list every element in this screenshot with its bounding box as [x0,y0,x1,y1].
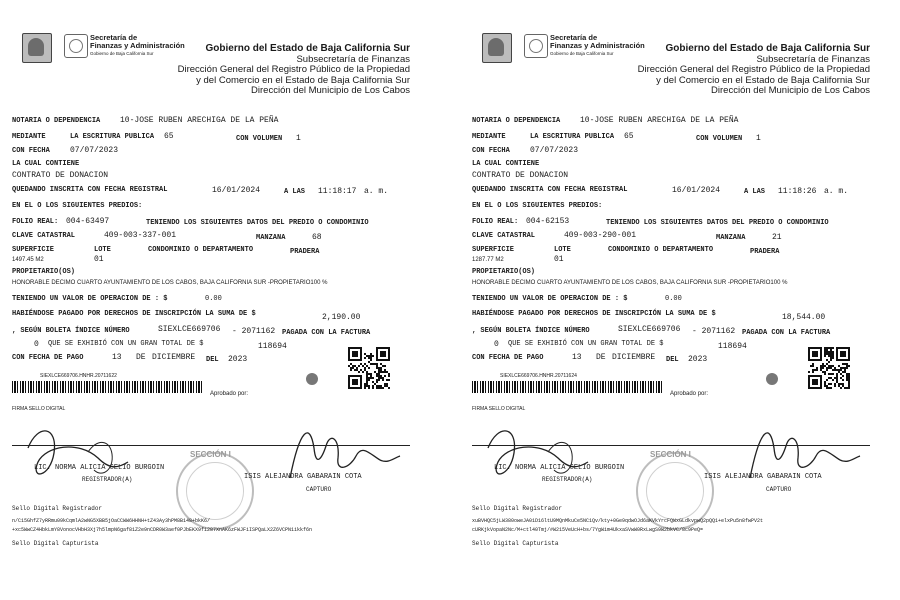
factura-total: 118694 [718,342,747,351]
notaria-label: NOTARIA O DEPENDENCIA [12,117,101,125]
secretaria-line2: Finanzas y Administración [550,41,645,50]
gov-title: Gobierno del Estado de Baja California Sur [665,43,870,54]
hash-line-2: +xc5WwCZ4HbkLmY8VonocVHbH3Xj7h5lmpN6gaf81Z2e9nCDR0W3aef0PJbEKX9f1287XnAK6zFWJFiISPQaLX2Z6VCPN1ikkf6n [12,527,313,533]
fecha-pago-de: DE [596,353,606,362]
gov-line1: Subsecretaría de Finanzas [296,53,410,65]
cero-value: 0 [34,340,39,349]
secretaria-line1: Secretaría de [550,33,598,42]
sello-registrador-label: Sello Digital Registrador [12,505,103,512]
aprobado-label: Aprobado por: [210,391,249,397]
state-crest-logo [22,33,52,63]
barcode-caption: SIEXLCE669706.HNHR.20711622 [40,373,117,379]
mediante-label: MEDIANTE [12,133,46,141]
gov-line3: y del Comercio en el Estado de Baja California Sur [656,74,870,86]
hash-line-2: cURKjkVopaN2Nc/M+ctl40Tmj/#W215VeUcH+bs/7YgWim4UkxaSVwW0RxLwgS9W2bkVC/8c9PeQ= [472,527,704,533]
notaria-value: 10-JOSE RUBEN ARECHIGA DE LA PEÑA [580,116,739,125]
fecha-pago-label: CON FECHA DE PAGO [12,354,84,362]
secretaria-line1: Secretaría de [90,33,138,42]
government-seal-icon [524,34,548,58]
inscrita-fecha: 16/01/2024 [672,186,721,195]
gov-line2: Dirección General del Registro Público de la Propiedad [177,64,410,75]
hora-value: 11:18:17 [318,187,357,196]
gov-line4: Dirección del Municipio de Los Cabos [711,85,870,96]
condominio-label: CONDOMINIO O DEPARTAMENTO [608,246,714,254]
qr-code [348,347,392,391]
firma-label: FIRMA SELLO DIGITAL [12,406,66,412]
condominio-label: CONDOMINIO O DEPARTAMENTO [148,246,254,254]
gov-line4: Dirección del Municipio de Los Cabos [251,85,410,96]
folio-value: 004-63497 [66,217,110,226]
propietarios-label: PROPIETARIO(OS) [12,268,76,276]
hora-value: 11:18:26 [778,187,817,196]
propietario-value: HONORABLE DECIMO CUARTO AYUNTAMIENTO DE LOS CABOS, BAJA CALIFORNIA SUR -PROPIETARIO100 % [472,280,788,286]
secretaria-subtitle: Gobierno de Baja California Sur [90,51,154,56]
pradera-label: PRADERA [290,248,320,256]
document-left [0,0,440,600]
fecha-pago-mes: DICIEMBRE [612,353,656,362]
fecha-pago-anio: 2023 [228,355,248,364]
contiene-value: CONTRATO DE DONACION [472,171,569,180]
suma-value: 2,190.00 [322,313,361,322]
exhibio-label: QUE SE EXHIBIÓ CON UN GRAN TOTAL DE $ [48,340,204,348]
pagada-label: PAGADA CON LA FACTURA [282,329,371,337]
contiene-label: LA CUAL CONTIENE [12,160,80,168]
lote-value: 01 [554,255,564,264]
propietarios-label: PROPIETARIO(OS) [472,268,536,276]
folio-value: 004-62153 [526,217,570,226]
inscrita-label: QUEDANDO INSCRITA CON FECHA REGISTRAL [12,186,168,194]
barcode [12,381,204,393]
notaria-label: NOTARIA O DEPENDENCIA [472,117,561,125]
fecha-pago-mes: DICIEMBRE [152,353,196,362]
state-crest-logo [482,33,512,63]
propietario-value: HONORABLE DECIMO CUARTO AYUNTAMIENTO DE LOS CABOS, BAJA CALIFORNIA SUR -PROPIETARIO100 % [12,280,328,286]
superficie-label: SUPERFICIE [12,246,55,254]
fecha-label: CON FECHA [472,147,510,155]
clave-value: 409-003-290-001 [564,231,637,240]
superficie-value: 1287.77 M2 [472,257,504,263]
hash-line-1: n/C15GhfZ7yRRmu09kCqmlA2wNG5XBB5jOaCCWW6HHNH+tZ43Ay3hPM8B148+bkK6/ [12,518,211,524]
lote-value: 01 [94,255,104,264]
volumen-value: 1 [296,134,301,143]
aprobado-label: Aprobado por: [670,391,709,397]
contiene-value: CONTRATO DE DONACION [12,171,109,180]
hash-line-1: xuBVHQC5jLW380oweJA01D16ltU9MQnMkuCe5NC1Qv/kty+0Ge9qdwOJd6aKVkYrcFQWxGLdkvpwQ2pQQ1+elxPu5n8fwPV2t [472,518,764,524]
boleta-number: SIEXLCE669706 [158,325,221,334]
capturo-role: CAPTURO [306,486,332,493]
gov-title: Gobierno del Estado de Baja California Sur [205,43,410,54]
boleta-dash: - 2071162 [692,327,736,336]
registrador-name: LIC. NORMA ALICIA CELIO BURGOIN [494,464,625,472]
predios-label: EN EL O LOS SIGUIENTES PREDIOS: [12,202,143,210]
am-value: a. m. [364,187,389,196]
habiendose-label: HABIÉNDOSE PAGADO POR DERECHOS DE INSCRIPCIÓN LA SUMA DE $ [472,310,716,318]
firma-label: FIRMA SELLO DIGITAL [472,406,526,412]
fecha-pago-dia: 13 [112,353,122,362]
a-las-label: A LAS [284,188,306,196]
sello-capturista-label: Sello Digital Capturista [472,540,559,547]
gov-line3: y del Comercio en el Estado de Baja California Sur [196,74,410,86]
clave-label: CLAVE CATASTRAL [472,232,536,240]
volumen-value: 1 [756,134,761,143]
teniendo-datos-label: TENIENDO LOS SIGUIENTES DATOS DEL PREDIO O CONDOMINIO [606,219,829,227]
valor-label: TENIENDO UN VALOR DE OPERACION DE : $ [12,295,168,303]
clave-value: 409-003-337-001 [104,231,177,240]
suma-value: 18,544.00 [782,313,826,322]
header-block [178,44,410,97]
habiendose-label: HABIÉNDOSE PAGADO POR DERECHOS DE INSCRIPCIÓN LA SUMA DE $ [12,310,256,318]
predios-label: EN EL O LOS SIGUIENTES PREDIOS: [472,202,603,210]
fecha-pago-anio: 2023 [688,355,708,364]
pradera-label: PRADERA [750,248,780,256]
header-block [638,44,870,97]
fecha-pago-de: DE [136,353,146,362]
stamp-label: SECCIÓN I [190,450,231,459]
boleta-label: , SEGÚN BOLETA ÍNDICE NÚMERO [472,327,590,335]
fecha-pago-dia: 13 [572,353,582,362]
boleta-dash: - 2071162 [232,327,276,336]
fecha-label: CON FECHA [12,147,50,155]
factura-total: 118694 [258,342,287,351]
manzana-value: 21 [772,233,782,242]
superficie-label: SUPERFICIE [472,246,515,254]
pagada-label: PAGADA CON LA FACTURA [742,329,831,337]
fecha-pago-del: DEL [206,356,219,364]
escritura-number: 65 [164,132,174,141]
registrador-role: REGISTRADOR(A) [542,476,593,483]
am-value: a. m. [824,187,849,196]
boleta-number: SIEXLCE669706 [618,325,681,334]
exhibio-label: QUE SE EXHIBIÓ CON UN GRAN TOTAL DE $ [508,340,664,348]
barcode [472,381,664,393]
notaria-value: 10-JOSE RUBEN ARECHIGA DE LA PEÑA [120,116,279,125]
superficie-value: 1497.45 M2 [12,257,44,263]
volumen-label: CON VOLUMEN [236,135,283,143]
barcode-caption: SIEXLCE669706.HNHR.20711624 [500,373,577,379]
contiene-label: LA CUAL CONTIENE [472,160,540,168]
mediante-value: LA ESCRITURA PUBLICA [530,133,615,141]
fecha-value: 07/07/2023 [70,146,119,155]
fecha-value: 07/07/2023 [530,146,579,155]
inscrita-fecha: 16/01/2024 [212,186,261,195]
folio-label: FOLIO REAL: [472,218,519,226]
valor-label: TENIENDO UN VALOR DE OPERACION DE : $ [472,295,628,303]
secretaria-line2: Finanzas y Administración [90,41,185,50]
fecha-pago-del: DEL [666,356,679,364]
mediante-label: MEDIANTE [472,133,506,141]
qr-code [808,347,852,391]
document-right [460,0,900,600]
escritura-number: 65 [624,132,634,141]
cero-value: 0 [494,340,499,349]
sello-registrador-label: Sello Digital Registrador [472,505,563,512]
sello-capturista-label: Sello Digital Capturista [12,540,99,547]
manzana-label: MANZANA [716,234,746,242]
government-seal-icon [64,34,88,58]
gov-line2: Dirección General del Registro Público de la Propiedad [637,64,870,75]
registrador-role: REGISTRADOR(A) [82,476,133,483]
gov-line1: Subsecretaría de Finanzas [756,53,870,65]
boleta-label: , SEGÚN BOLETA ÍNDICE NÚMERO [12,327,130,335]
folio-label: FOLIO REAL: [12,218,59,226]
capturo-role: CAPTURO [766,486,792,493]
valor-value: 0.00 [205,295,222,303]
mediante-value: LA ESCRITURA PUBLICA [70,133,155,141]
inscrita-label: QUEDANDO INSCRITA CON FECHA REGISTRAL [472,186,628,194]
valor-value: 0.00 [665,295,682,303]
a-las-label: A LAS [744,188,766,196]
manzana-label: MANZANA [256,234,286,242]
stamp-mark-icon [766,373,778,385]
stamp-mark-icon [306,373,318,385]
capturo-name: ISIS ALEJANDRA GABARAIN COTA [704,473,822,481]
teniendo-datos-label: TENIENDO LOS SIGUIENTES DATOS DEL PREDIO O CONDOMINIO [146,219,369,227]
capturo-name: ISIS ALEJANDRA GABARAIN COTA [244,473,362,481]
fecha-pago-label: CON FECHA DE PAGO [472,354,544,362]
clave-label: CLAVE CATASTRAL [12,232,76,240]
lote-label: LOTE [94,246,111,254]
volumen-label: CON VOLUMEN [696,135,743,143]
secretaria-subtitle: Gobierno de Baja California Sur [550,51,614,56]
stamp-label: SECCIÓN I [650,450,691,459]
lote-label: LOTE [554,246,571,254]
registrador-name: LIC. NORMA ALICIA CELIO BURGOIN [34,464,165,472]
manzana-value: 68 [312,233,322,242]
